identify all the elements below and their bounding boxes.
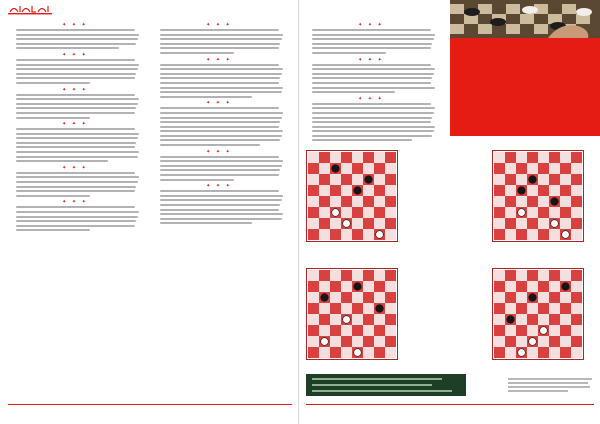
paragraph xyxy=(10,172,140,197)
paragraph xyxy=(10,29,140,49)
issue-info xyxy=(150,5,268,11)
section-divider: ✦ ✦ ✦ xyxy=(206,100,232,107)
paragraph xyxy=(306,64,436,94)
section-divider: ✦ ✦ ✦ xyxy=(358,95,384,102)
magazine-logo xyxy=(8,4,52,16)
white-piece xyxy=(321,338,329,346)
text-column-2 xyxy=(154,20,284,227)
white-piece xyxy=(540,327,548,335)
section-divider: ✦ ✦ ✦ xyxy=(206,22,232,28)
right-page xyxy=(300,0,600,424)
paragraph xyxy=(154,156,284,181)
section-divider: ✦ ✦ ✦ xyxy=(62,51,88,58)
section-divider: ✦ ✦ ✦ xyxy=(358,56,384,63)
section-divider: ✦ ✦ ✦ xyxy=(62,199,88,206)
paragraph xyxy=(154,107,284,146)
black-piece xyxy=(354,283,362,291)
black-piece xyxy=(332,165,340,173)
quote-block xyxy=(508,376,594,394)
paragraph xyxy=(10,94,140,119)
white-piece xyxy=(343,316,351,324)
white-piece xyxy=(354,349,362,357)
section-divider: ✦ ✦ ✦ xyxy=(206,56,232,63)
paragraph xyxy=(10,128,140,162)
checkers-diagram-1 xyxy=(306,150,412,248)
paragraph xyxy=(306,29,436,54)
paragraph xyxy=(10,59,140,84)
white-piece xyxy=(518,349,526,357)
black-piece xyxy=(321,294,329,302)
white-piece xyxy=(518,209,526,217)
checkers-diagram-3 xyxy=(306,268,412,366)
checkers-photo xyxy=(450,0,600,136)
section-divider: ✦ ✦ ✦ xyxy=(206,183,232,190)
black-piece xyxy=(551,198,559,206)
white-piece xyxy=(332,209,340,217)
footer-rule-left xyxy=(8,404,292,417)
answers-box xyxy=(306,374,466,396)
white-piece xyxy=(343,220,351,228)
hero-image xyxy=(450,0,600,136)
paragraph xyxy=(154,29,284,54)
section-divider: ✦ ✦ ✦ xyxy=(62,86,88,93)
black-piece xyxy=(507,316,515,324)
checkerboard xyxy=(492,150,584,242)
section-divider: ✦ ✦ ✦ xyxy=(62,22,88,28)
white-piece xyxy=(529,338,537,346)
black-piece xyxy=(518,187,526,195)
black-piece xyxy=(529,176,537,184)
left-page xyxy=(0,0,299,424)
paragraph xyxy=(306,103,436,142)
section-divider: ✦ ✦ ✦ xyxy=(358,22,384,28)
white-piece xyxy=(551,220,559,228)
footer-rule-right xyxy=(306,404,594,417)
checkers-diagram-4 xyxy=(492,268,598,366)
checkers-diagram-2 xyxy=(492,150,598,248)
section-divider: ✦ ✦ ✦ xyxy=(206,148,232,155)
black-piece xyxy=(354,187,362,195)
black-piece xyxy=(562,283,570,291)
text-column-1 xyxy=(10,20,140,234)
checkerboard xyxy=(306,268,398,360)
section-divider: ✦ ✦ ✦ xyxy=(62,164,88,171)
section-divider: ✦ ✦ ✦ xyxy=(62,121,88,128)
paragraph xyxy=(154,190,284,224)
paragraph xyxy=(154,64,284,98)
black-piece xyxy=(529,294,537,302)
text-column-3 xyxy=(306,20,436,144)
white-piece xyxy=(562,231,570,239)
checkerboard xyxy=(306,150,398,242)
paragraph xyxy=(10,206,140,231)
black-piece xyxy=(376,305,384,313)
black-piece xyxy=(365,176,373,184)
white-piece xyxy=(376,231,384,239)
checkerboard xyxy=(492,268,584,360)
